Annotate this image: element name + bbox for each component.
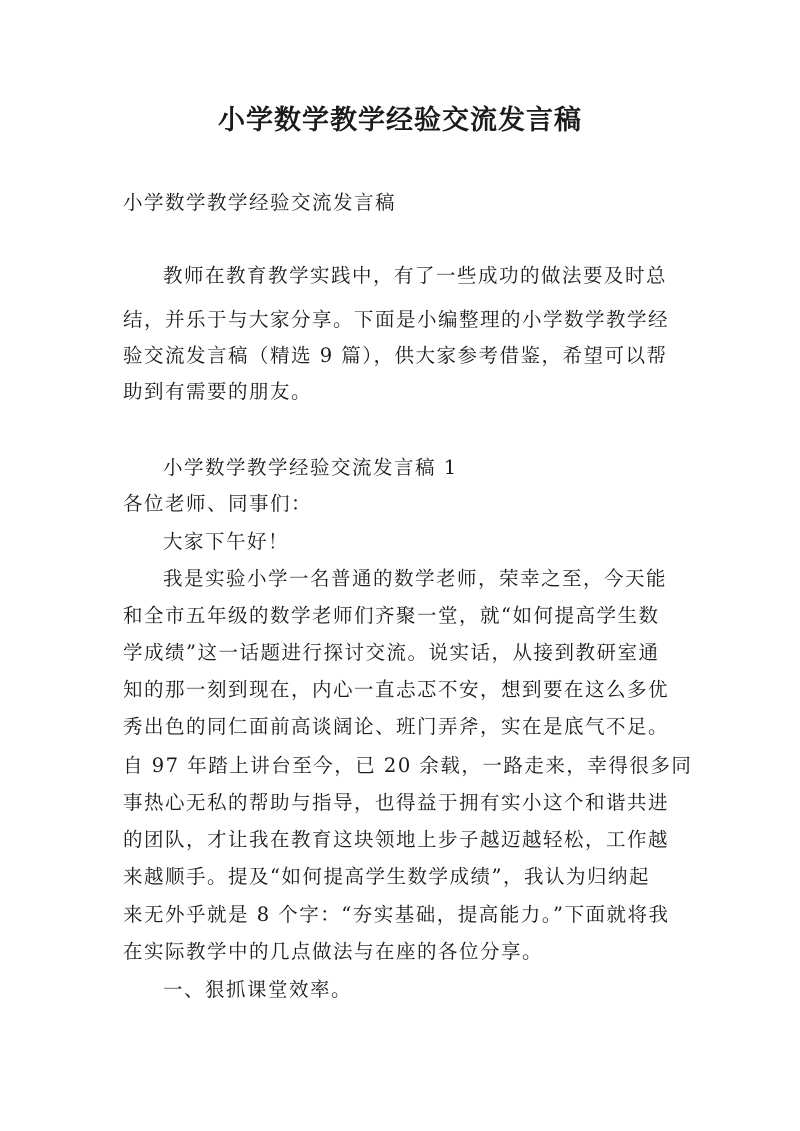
intro-line: 结，并乐于与大家分享。下面是小编整理的小学数学教学经 <box>123 308 670 331</box>
body-line: 秀出色的同仁面前高谈阔论、班门弄斧，实在是底气不足。 <box>123 715 670 738</box>
body-line: 知的那一刻到现在，内心一直忐忑不安，想到要在这么多优 <box>123 678 670 701</box>
salutation: 各位老师、同事们： <box>123 492 313 515</box>
body-line: 和全市五年级的数学老师们齐聚一堂，就“如何提高学生数 <box>123 604 660 627</box>
point-heading: 一、狠抓课堂效率。 <box>163 978 353 1001</box>
subtitle: 小学数学教学经验交流发言稿 <box>123 191 397 214</box>
body-line: 的团队，才让我在教育这块领地上步子越迈越轻松，工作越 <box>123 828 670 851</box>
body-line: 学成绩”这一话题进行探讨交流。说实话，从接到教研室通 <box>123 641 660 664</box>
body-line: 来越顺手。提及“如何提高学生数学成绩”，我认为归纳起 <box>123 865 650 888</box>
body-line: 来无外乎就是 8 个字：“夯实基础，提高能力。”下面就将我 <box>123 903 670 926</box>
document-title: 小学数学教学经验交流发言稿 <box>218 105 582 136</box>
body-line: 事热心无私的帮助与指导，也得益于拥有实小这个和谐共进 <box>123 791 670 814</box>
greeting: 大家下午好！ <box>163 530 290 553</box>
section-heading: 小学数学教学经验交流发言稿 1 <box>163 456 458 479</box>
body-line: 在实际教学中的几点做法与在座的各位分享。 <box>123 940 544 963</box>
body-line: 自 97 年踏上讲台至今，已 20 余载，一路走来，幸得很多同 <box>123 754 693 777</box>
body-line: 我是实验小学一名普通的数学老师，荣幸之至，今天能 <box>163 567 668 590</box>
intro-line: 验交流发言稿（精选 9 篇），供大家参考借鉴，希望可以帮 <box>123 344 668 367</box>
intro-line: 教师在教育教学实践中，有了一些成功的做法要及时总 <box>163 264 668 287</box>
intro-line: 助到有需要的朋友。 <box>123 380 313 403</box>
